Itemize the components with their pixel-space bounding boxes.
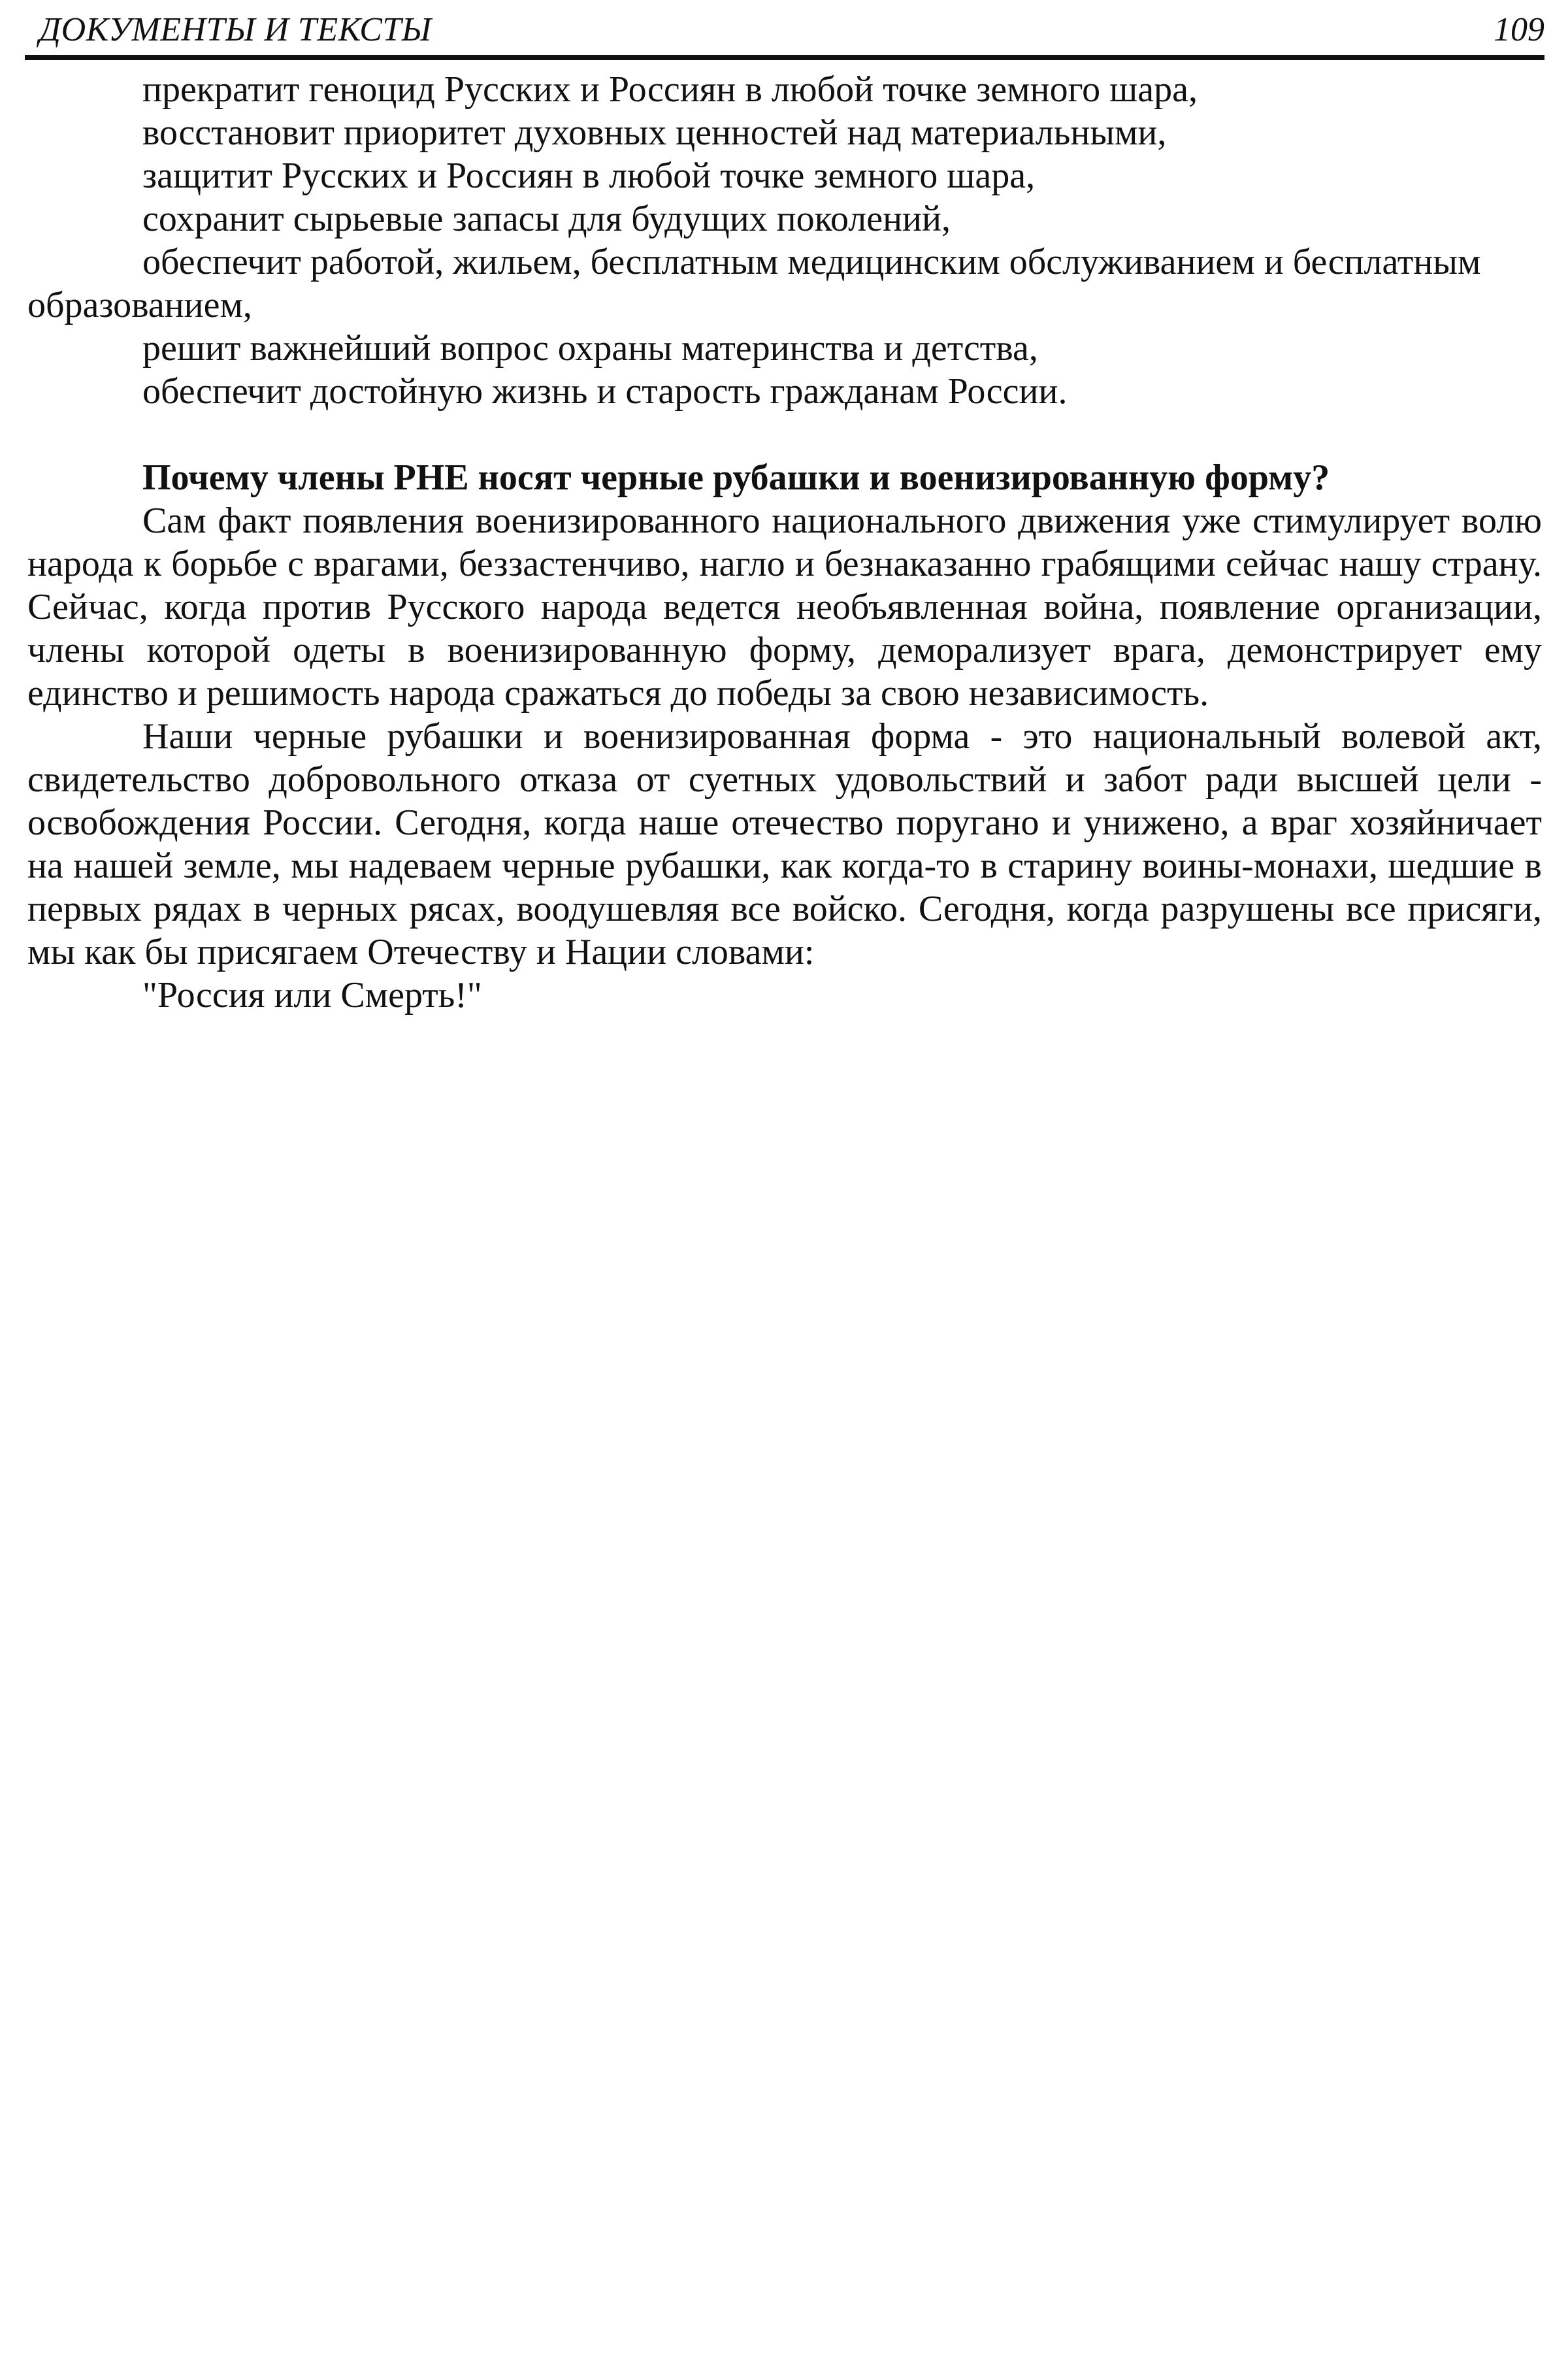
list-item: обеспечит работой, жильем, бесплатным медицинским обслуживанием и бесплатным образованием, <box>27 242 1481 325</box>
slogan-quote: "Россия или Смерть!" <box>142 975 482 1015</box>
list-item: защитит Русских и Россиян в любой точке земного шара, <box>142 156 1036 196</box>
list-item: решит важнейший вопрос охраны материнства и детства, <box>142 328 1038 369</box>
list-item: сохранит сырьевые запасы для будущих поколений, <box>142 199 951 239</box>
running-header-title: ДОКУМЕНТЫ И ТЕКСТЫ <box>39 11 432 48</box>
list-item: прекратит геноцид Русских и Россиян в любой точке земного шара, <box>142 69 1198 110</box>
paragraph: Сам факт появления военизированного национального движения уже стимулирует волю народа к борьбе с врагами, беззастенчиво, нагло и безнаказанно грабящими сейчас нашу страну. Сейчас, когда против Русского народа ведется необъявленная война, появление организации, члены которой одеты в военизированную форму, деморализует врага, демонстрирует ему единство и решимость народа сражаться до победы за свою независимость. <box>27 501 1542 714</box>
list-item: обеспечит достойную жизнь и старость гражданам России. <box>142 371 1068 412</box>
page-number: 109 <box>1494 11 1544 48</box>
paragraph: Наши черные рубашки и военизированная форма - это национальный волевой акт, свидетельство добровольного отказа от суетных удовольствий и забот ради высшей цели - освобождения России. Сегодня, когда наше отечество поругано и унижено, а враг хозяйничает на нашей земле, мы надеваем черные рубашки, как когда-то в старину воины-монахи, шедшие в первых рядах в черных рясах, воодушевляя все войско. Сегодня, когда разрушены все присяги, мы как бы присягаем Отечеству и Нации словами: <box>27 716 1542 972</box>
running-header <box>25 5 1544 55</box>
list-item: восстановит приоритет духовных ценностей над материальными, <box>142 112 1167 153</box>
document-body <box>27 68 1542 1017</box>
header-rule <box>25 55 1544 60</box>
section-heading: Почему члены РНЕ носят черные рубашки и военизированную форму? <box>142 457 1330 498</box>
